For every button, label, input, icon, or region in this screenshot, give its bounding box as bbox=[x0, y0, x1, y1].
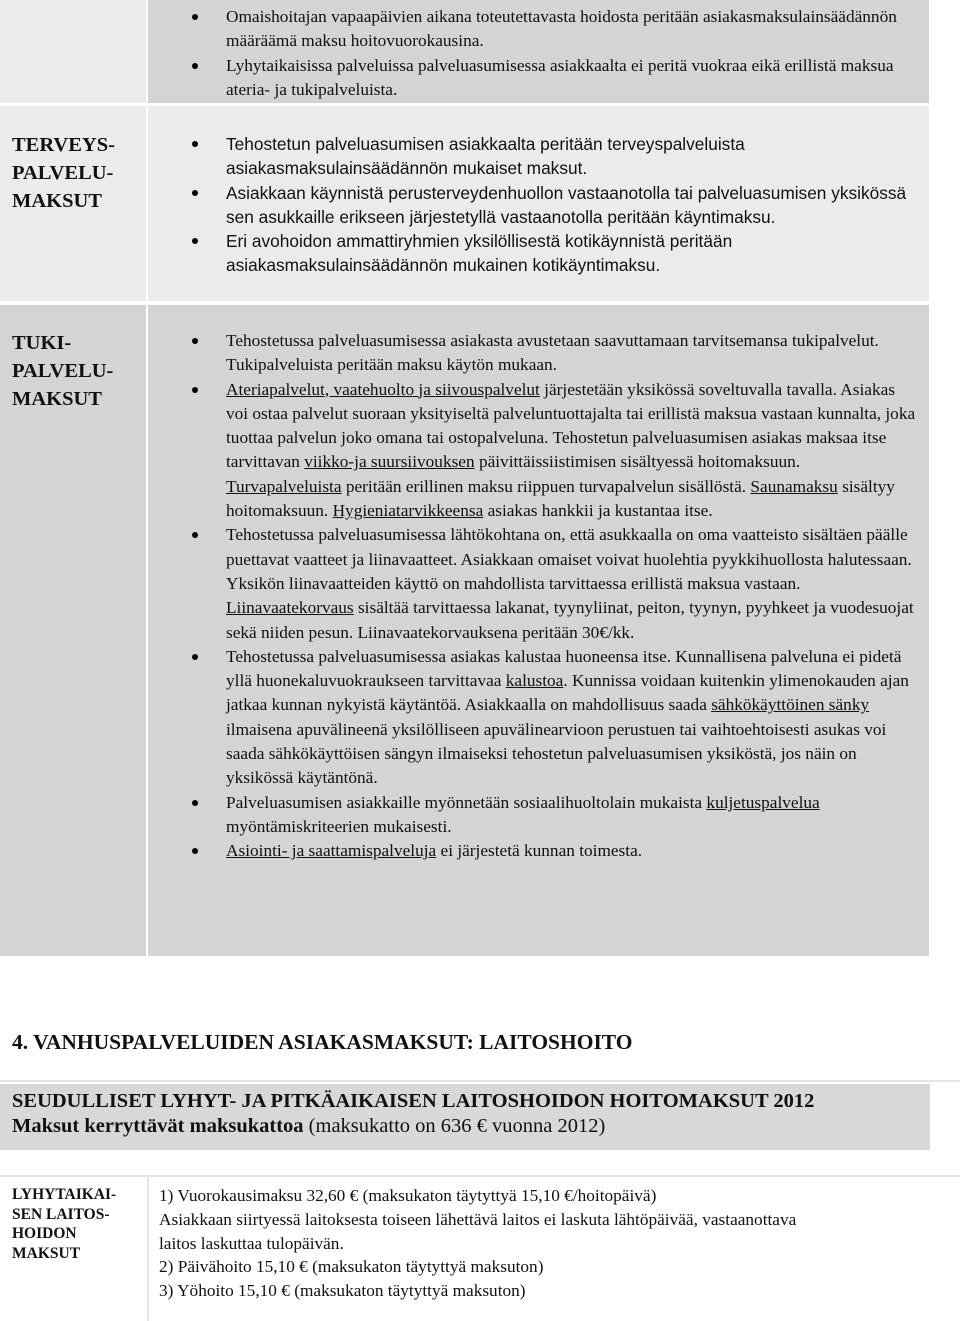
hoito-content-cell bbox=[148, 0, 929, 103]
kuljetuspalvelu-link[interactable]: kuljetuspalvelua bbox=[706, 792, 820, 812]
list-item-text: Eri avohoidon ammattiryhmien yksilöllisestä kotikäynnistä peritään asiakasmaksulainsäädännön mukainen kotikäyntimaksu. bbox=[226, 231, 733, 276]
asiointi-link[interactable]: Asiointi- ja saattamispalveluja bbox=[226, 841, 437, 861]
list-item bbox=[226, 132, 916, 181]
bullet-icon bbox=[192, 532, 198, 538]
list-item bbox=[226, 54, 916, 103]
divider bbox=[0, 1080, 960, 1082]
list-item bbox=[226, 229, 916, 278]
list-item bbox=[226, 645, 916, 791]
hoito-list bbox=[226, 5, 916, 102]
list-item bbox=[226, 5, 916, 54]
bullet-icon bbox=[192, 338, 198, 344]
tuki-content-cell bbox=[148, 305, 929, 956]
bullet-icon bbox=[192, 14, 198, 20]
list-item-text: Asiakkaan käynnistä perusterveydenhuollon vastaanotolla tai palveluasumisen yksikössä sen asukkaille erikseen järjestetyllä vastaanotolla peritään käyntimaksu. bbox=[226, 182, 907, 227]
label-line: PALVELU- bbox=[12, 162, 114, 184]
text-run: ei järjestetä kunnan toimesta. bbox=[436, 841, 643, 861]
text-run: peritään erillinen maksu riippuen turvapalvelun sisällöstä. bbox=[341, 476, 751, 496]
list-item bbox=[226, 791, 916, 840]
tuki-list bbox=[226, 329, 916, 864]
kalusto-link[interactable]: kalustoa bbox=[505, 671, 564, 691]
subtitle-bold: Maksut kerryttävät maksukattoa bbox=[12, 1115, 304, 1137]
label-line: TERVEYS- bbox=[12, 134, 115, 156]
hoito-label-cell bbox=[0, 0, 146, 103]
text-run: asiakas hankkii ja kustantaa itse. bbox=[483, 501, 713, 521]
bullet-icon bbox=[192, 387, 198, 393]
subtitle-rest: (maksukatto on 636 € vuonna 2012) bbox=[303, 1115, 606, 1137]
ateriapalvelut-link[interactable]: Ateriapalvelut, vaatehuolto ja siivouspalvelut bbox=[226, 379, 540, 399]
bullet-icon bbox=[192, 238, 198, 244]
text-run: sisältyy hoitomaksuun. bbox=[226, 476, 895, 521]
siivous-link[interactable]: viikko-ja suursiivouksen bbox=[304, 452, 475, 472]
list-item bbox=[226, 329, 916, 378]
terveys-label bbox=[12, 131, 115, 215]
fee-line: 3) Yöhoito 15,10 € (maksukaton täytyttyä maksuton) bbox=[159, 1281, 526, 1301]
list-item-text: Tehostetun palveluasumisen asiakkaalta peritään terveyspalveluista asiakasmaksulainsäädännön mukaiset maksut. bbox=[226, 134, 745, 179]
bullet-icon bbox=[192, 141, 198, 147]
saunamaksu-link[interactable]: Saunamaksu bbox=[750, 476, 838, 496]
bullet-icon bbox=[192, 654, 198, 660]
seudulliset-title: SEUDULLISET LYHYT- JA PITKÄAIKAISEN LAITOSHOIDON HOITOMAKSUT 2012 bbox=[12, 1090, 815, 1112]
fee-line: 1) Vuorokausimaksu 32,60 € (maksukaton täytyttyä 15,10 €/hoitopäivä) bbox=[159, 1186, 657, 1205]
list-item bbox=[226, 839, 916, 863]
text-run: myöntämiskriteerien mukaisesti. bbox=[226, 816, 452, 836]
tuki-label-cell bbox=[0, 305, 146, 956]
seudulliset-subtitle bbox=[12, 1115, 605, 1138]
bullet-icon bbox=[192, 800, 198, 806]
label-line: MAKSUT bbox=[12, 388, 102, 410]
text-run: Tehostetussa palveluasumisessa asiakas kalustaa huoneensa itse. Kunnallisena palveluna ei pidetä yllä huonekaluvuokraukseen tarvittavaa bbox=[226, 646, 902, 691]
fee-line: Asiakkaan siirtyessä laitoksesta toiseen lähettävä laitos ei laskuta lähtöpäivää, vastaanottava bbox=[159, 1209, 797, 1229]
label-line: HOIDON bbox=[12, 1225, 77, 1242]
list-item bbox=[226, 378, 916, 524]
text-run: päivittäissiistimisen sisältyessä hoitomaksuun. bbox=[474, 452, 801, 472]
label-line: SEN LAITOS- bbox=[12, 1205, 110, 1223]
bullet-icon bbox=[192, 63, 198, 69]
lyhytaikainen-label bbox=[12, 1185, 142, 1263]
tuki-label bbox=[12, 329, 113, 413]
label-line: LYHYTAIKAI- bbox=[12, 1186, 117, 1203]
list-item bbox=[226, 181, 916, 230]
list-item-text: Tehostetussa palveluasumisessa asiakasta avustetaan saavuttamaan tarvitsemansa tukipalvelut. Tukipalveluista peritään maksu käytön mukaan. bbox=[226, 331, 879, 375]
section-heading: 4. VANHUSPALVELUIDEN ASIAKASMAKSUT: LAITOSHOITO bbox=[12, 1030, 633, 1054]
text-run: ilmaisena apuvälineenä yksilölliseen apuvälinearvioon perustuen tai vaihtoehtoisesti asukas voi saada sähkökäyttöisen sängyn ilmaiseksi tehostetun palveluasumisen yksiköstä, jos näin on yksikössä käytäntönä. bbox=[226, 719, 887, 788]
bullet-icon bbox=[192, 848, 198, 854]
sahkosanky-link[interactable]: sähkökäyttöinen sänky bbox=[711, 695, 870, 715]
hygienia-link[interactable]: Hygieniatarvikkeensa bbox=[332, 501, 484, 521]
terveys-list bbox=[226, 132, 916, 278]
label-line: PALVELU- bbox=[12, 360, 114, 382]
divider bbox=[0, 1175, 960, 1177]
terveys-content-cell bbox=[148, 106, 929, 301]
text-run: Palveluasumisen asiakkaille myönnetään sosiaalihuoltolain mukaista bbox=[226, 792, 707, 812]
text-run: . Kunnissa voidaan kuitenkin ylimenokauden ajan jatkaa kunnan nykyistä käytäntöä. Asiakkaalla on mahdollisuus saada bbox=[226, 671, 909, 715]
fee-line: 2) Päivähoito 15,10 € (maksukaton täytyttyä maksuton) bbox=[159, 1257, 544, 1277]
label-line: MAKSUT bbox=[12, 190, 102, 212]
list-item-text: Lyhytaikaisissa palveluissa palveluasumisessa asiakkaalta ei peritä vuokraa eikä erillistä maksua ateria- ja tukipalveluista. bbox=[226, 55, 894, 99]
terveys-label-cell bbox=[0, 106, 146, 301]
fee-line: laitos laskuttaa tulopäivän. bbox=[159, 1233, 344, 1253]
list-item-text: Omaishoitajan vapaapäivien aikana toteutettavasta hoidosta peritään asiakasmaksulainsäädännön määräämä maksu hoitovuorokausina. bbox=[226, 7, 897, 51]
bullet-icon bbox=[192, 190, 198, 196]
text-run: sisältää tarvittaessa lakanat, tyynyliinat, peiton, tyynyn, pyyhkeet ja vuodesuojat sekä niiden pesun. Liinavaatekorvauksena peritään 30€/kk. bbox=[226, 598, 914, 642]
liinavaatekorvaus-link[interactable]: Liinavaatekorvaus bbox=[226, 598, 354, 618]
list-item bbox=[226, 523, 916, 644]
label-line: MAKSUT bbox=[12, 1244, 81, 1262]
turvapalvelut-link[interactable]: Turvapalveluista bbox=[226, 476, 342, 496]
lyhytaikainen-content bbox=[159, 1184, 939, 1303]
text-run: Tehostetussa palveluasumisessa lähtökohtana on, että asukkaalla on oma vaatteisto sisältäen päälle puettavat vaatteet ja liinavaatteet. Asiakkaan omaiset voivat huolehtia pyykkihuollosta halutessaan. Yksikön liinavaatteiden käyttö on mahdollista tarvittaessa erillistä maksua vastaan. bbox=[226, 525, 912, 593]
column-divider bbox=[147, 1176, 149, 1321]
text-run: järjestetään yksikössä soveltuvalla tavalla. Asiakas voi ostaa palvelut suoraan yksityiseltä palveluntuottajalta tai erillistä maksua vastaan kunnalta, joka tuottaa palvelun joko omana tai ostopalveluna. Tehostetun palveluasumisen asiakas maksaa itse tarvittavan bbox=[226, 379, 916, 472]
label-line: TUKI- bbox=[12, 332, 72, 354]
